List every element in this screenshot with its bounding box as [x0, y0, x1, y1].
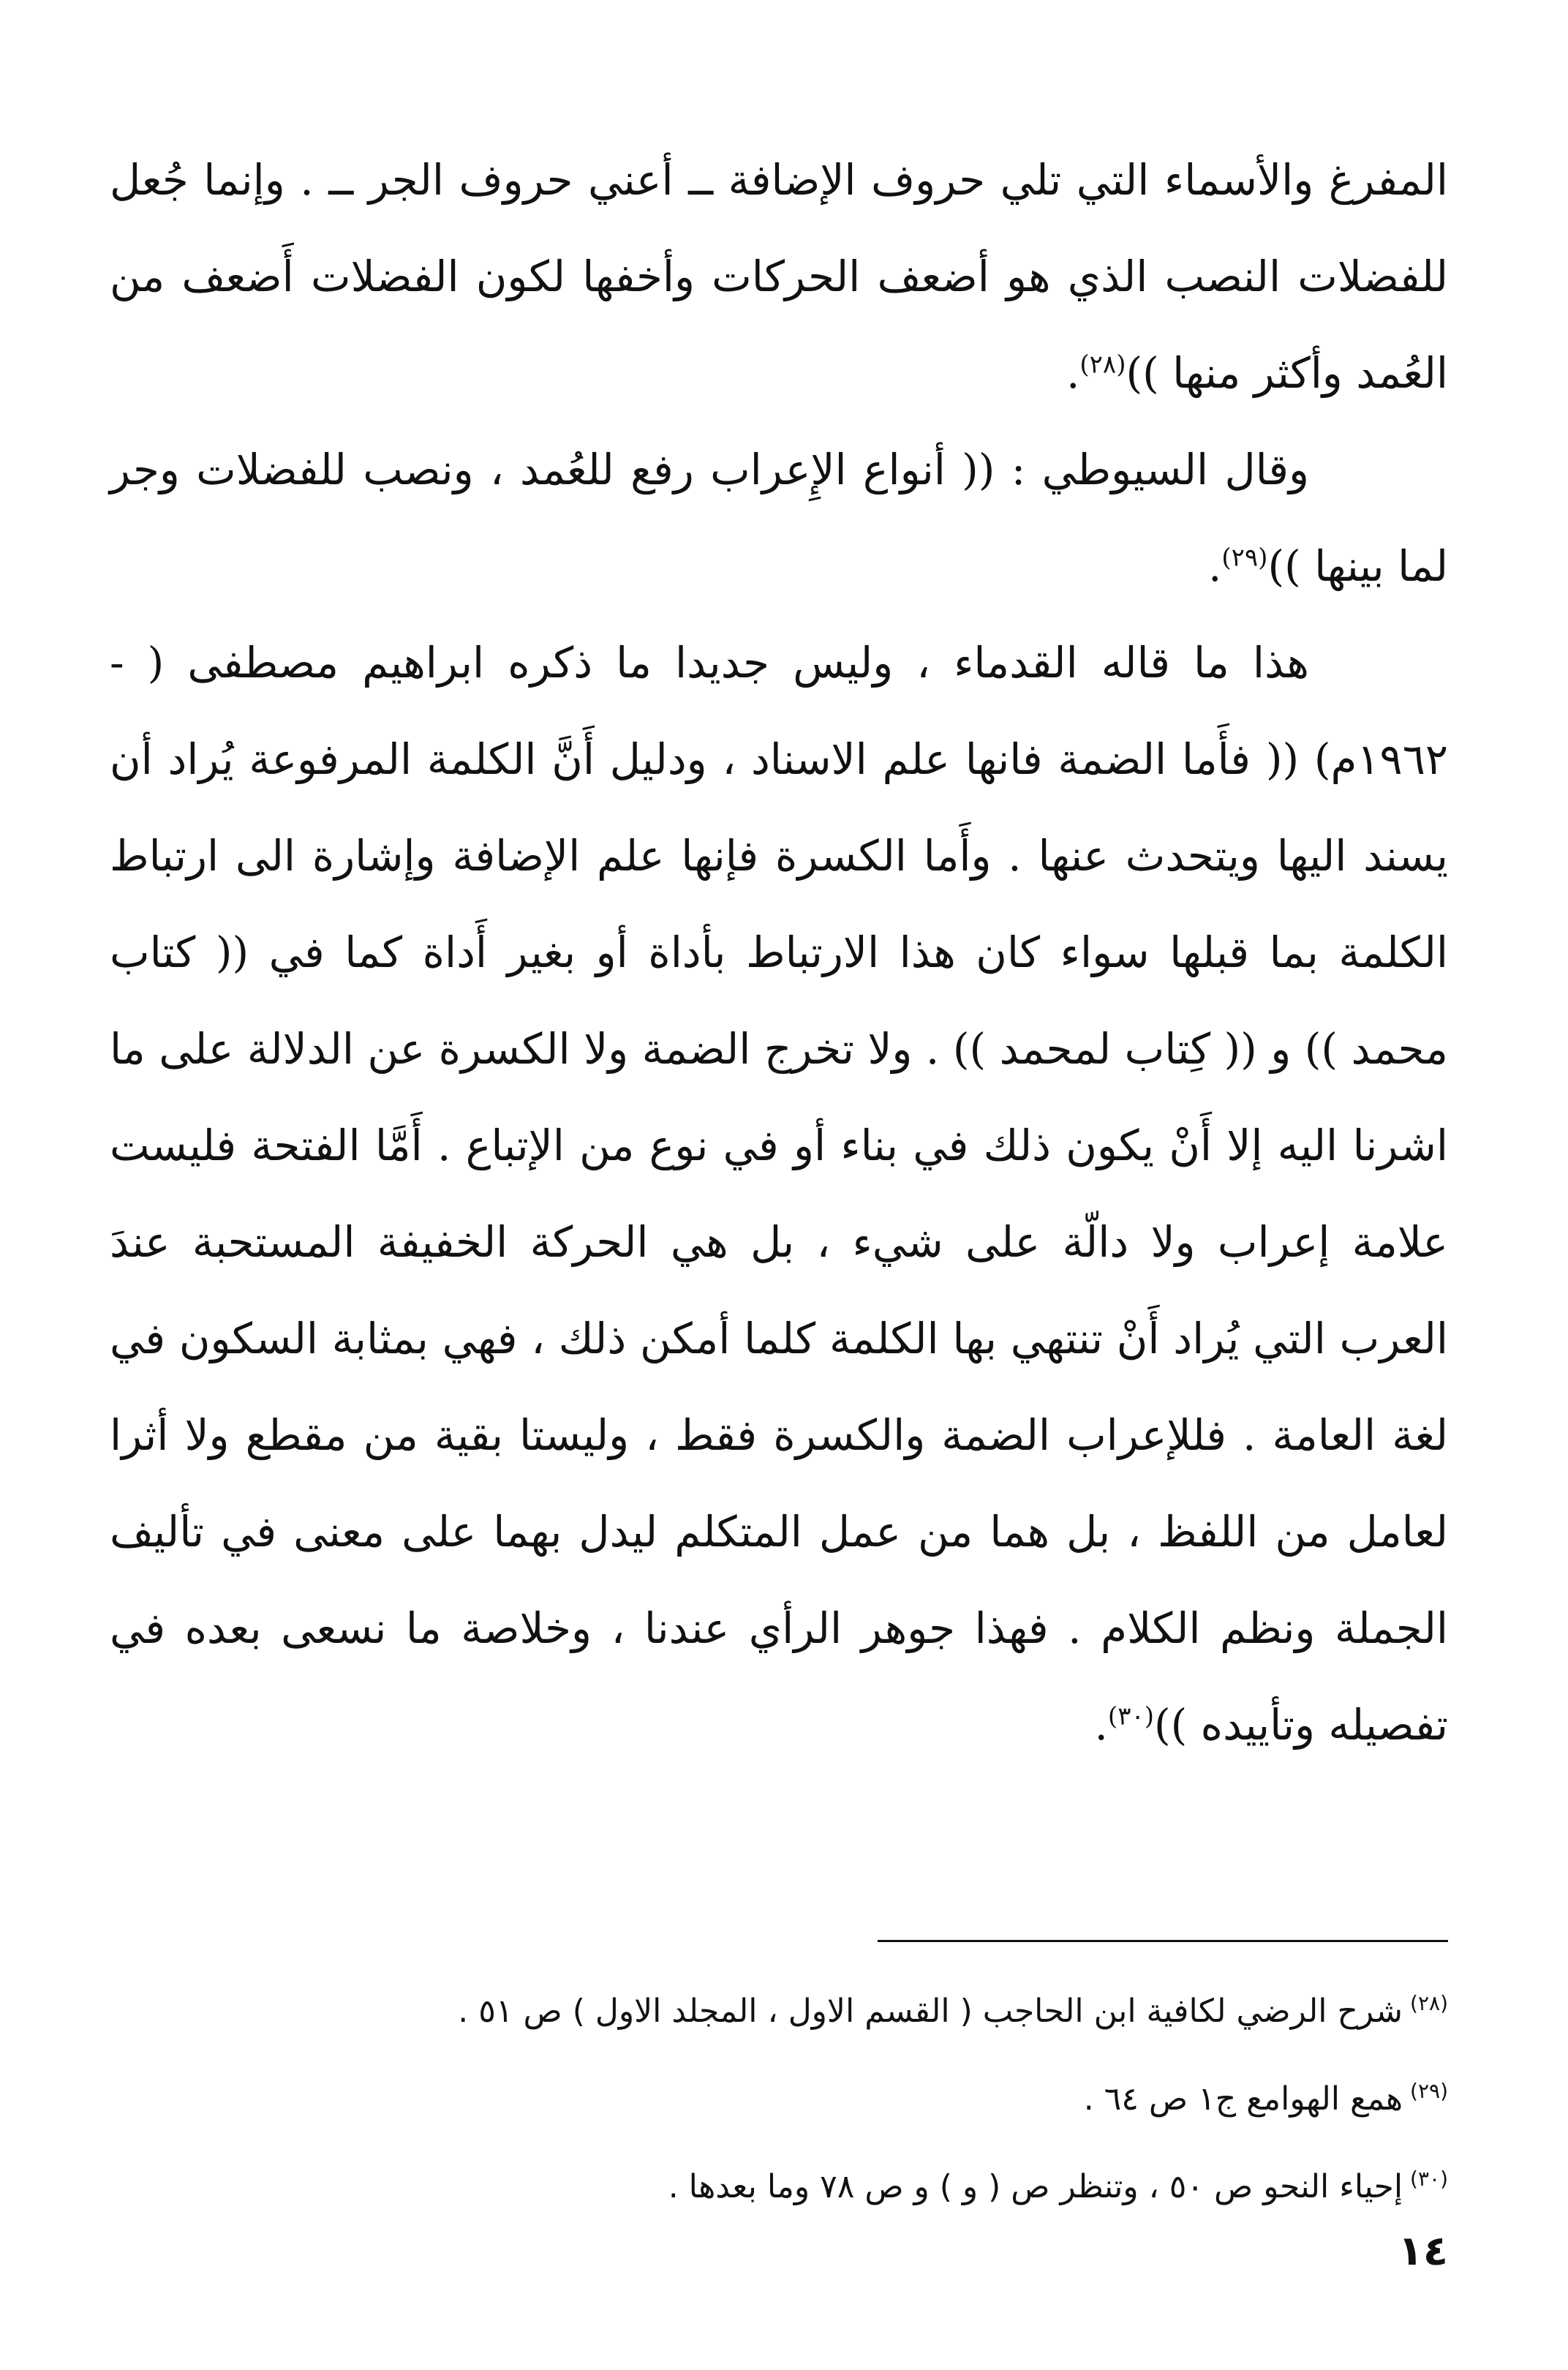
- footnote-30: [219, 2143, 1448, 2231]
- paragraph-3-end: .: [1094, 1700, 1108, 1750]
- footnote-ref-28: (٢٨): [1079, 350, 1126, 380]
- footnote-28: [219, 1968, 1448, 2055]
- footnote-ref-29: (٢٩): [1221, 543, 1268, 573]
- footnotes: [219, 1968, 1448, 2231]
- paragraph-2-end: .: [1207, 541, 1222, 591]
- paragraph-1-text: المفرغ والأسماء التي تلي حروف الإضافة ــ أعني حروف الجر ــ . وإنما جُعل للفضلات النصب الذي هو أضعف الحركات وأخفها لكون الفضلات أَضعف من العُمد وأكثر منها )): [110, 155, 1448, 398]
- paragraph-3-text: هذا ما قاله القدماء ، وليس جديدا ما ذكره ابراهيم مصطفى ( - ١٩٦٢م) (( فأَما الضمة فانها علم الاسناد ، ودليل أَنَّ الكلمة المرفوعة يُراد أن يسند اليها ويتحدث عنها . وأَما الكسرة فإنها علم الإضافة وإشارة الى ارتباط الكلمة بما قبلها سواء كان هذا الارتباط بأداة أو بغير أَداة كما في (( كتاب محمد )) و (( كِتاب لمحمد )) . ولا تخرج الضمة ولا الكسرة عن الدلالة على ما اشرنا اليه إلا أَنْ يكون ذلك في بناء أو في نوع من الإتباع . أَمَّا الفتحة فليست علامة إعراب ولا دالّة على شيء ، بل هي الحركة الخفيفة المستحبة عندَ العرب التي يُراد أَنْ تنتهي بها الكلمة كلما أمكن ذلك ، فهي بمثابة السكون في لغة العامة . فللإعراب الضمة والكسرة فقط ، وليستا بقية من مقطع ولا أثرا لعامل من اللفظ ، بل هما من عمل المتكلم ليدل بهما على معنى في تأليف الجملة ونظم الكلام . فهذا جوهر الرأي عندنا ، وخلاصة ما نسعى بعده في تفصيله وتأييده )): [110, 638, 1448, 1750]
- paragraph-1: [110, 132, 1448, 421]
- footnote-text: إحياء النحو ص ٥٠ ، وتنظر ص ( و ) و ص ٧٨ وما بعدها .: [668, 2168, 1403, 2205]
- paragraph-1-end: .: [1066, 348, 1080, 398]
- footnote-29: [219, 2055, 1448, 2143]
- footnote-text: شرح الرضي لكافية ابن الحاجب ( القسم الاول ، المجلد الاول ) ص ٥١ .: [458, 1993, 1403, 2030]
- footnote-number: (٢٩): [1410, 2079, 1448, 2104]
- paragraph-3: [110, 614, 1448, 1773]
- footnote-ref-30: (٣٠): [1107, 1701, 1154, 1731]
- paragraph-2: [110, 421, 1448, 614]
- main-text: [110, 132, 1448, 1773]
- footnote-number: (٣٠): [1410, 2167, 1448, 2192]
- footnote-separator: [878, 1940, 1448, 1942]
- footnote-text: همع الهوامع ج١ ص ٦٤ .: [1083, 2080, 1403, 2118]
- page-number: ١٤: [1398, 2227, 1448, 2275]
- paragraph-2-text: وقال السيوطي : (( أنواع الإِعراب رفع للعُمد ، ونصب للفضلات وجر لما بينها )): [110, 445, 1448, 591]
- footnote-number: (٢٨): [1410, 1991, 1448, 2016]
